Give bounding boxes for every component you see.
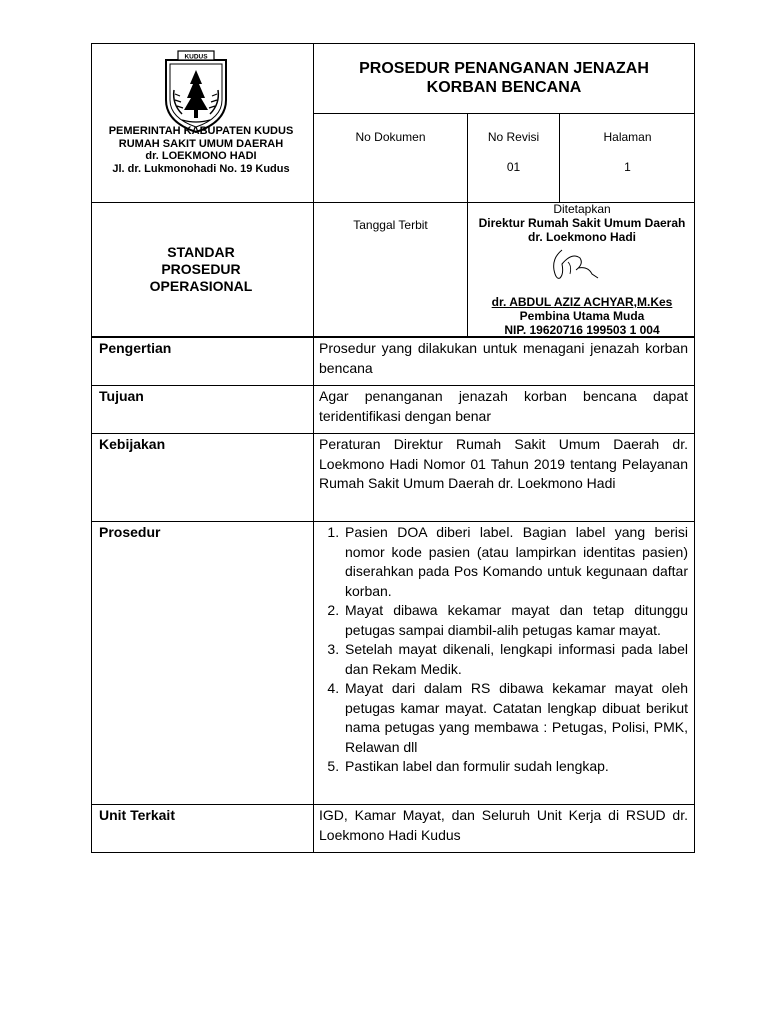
logo-label: KUDUS (184, 53, 208, 61)
document-title (313, 59, 695, 97)
halaman-label: Halaman (603, 130, 652, 144)
table-row (92, 434, 695, 522)
row-label-unit-terkait: Unit Terkait (92, 805, 314, 853)
procedure-step: 3. Setelah mayat dikenali, lengkapi informasi pada label dan Rekam Medik. (343, 640, 688, 679)
table-row (92, 522, 695, 805)
document-header (91, 43, 695, 337)
row-label-prosedur: Prosedur (92, 522, 314, 805)
procedure-step: 5. Pastikan label dan formulir sudah lengkap. (343, 757, 688, 777)
title-line: PROSEDUR PENANGANAN JENAZAH (359, 60, 649, 77)
tanggal-terbit-label: Tanggal Terbit (353, 218, 428, 232)
ditetapkan-label: Ditetapkan (553, 202, 611, 216)
procedure-table (91, 337, 695, 853)
row-label-kebijakan: Kebijakan (92, 434, 314, 522)
no-dokumen-label: No Dokumen (355, 130, 426, 144)
sop-title-line: PROSEDUR (161, 261, 241, 277)
table-row (92, 338, 695, 386)
row-value-unit-terkait: IGD, Kamar Mayat, dan Seluruh Unit Kerja di RSUD dr. Loekmono Hadi Kudus (314, 805, 695, 853)
row-label-tujuan: Tujuan (92, 386, 314, 434)
no-revisi-label: No Revisi (487, 130, 540, 144)
row-label-pengertian: Pengertian (92, 338, 314, 386)
row-value-pengertian: Prosedur yang dilakukan untuk menagani jenazah korban bencana (314, 338, 695, 386)
org-line: RUMAH SAKIT UMUM DAERAH (118, 137, 284, 150)
header-divider (313, 113, 695, 114)
procedure-step: 4. Mayat dari dalam RS dibawa kekamar mayat oleh petugas kamar mayat. Catatan lengkap dibuat berikut nama petugas yang membawa : Petugas, Polisi, PMK, Relawan dll (343, 679, 688, 757)
sop-title (96, 244, 306, 295)
approver-hospital: dr. Loekmono Hadi (527, 230, 636, 244)
procedure-step: 1. Pasien DOA diberi label. Bagian label yang berisi nomor kode pasien (atau lampirkan identitas pasien) diserahkan pada Pos Komando untuk kegunaan daftar korban. (343, 523, 688, 601)
procedure-step: 2. Mayat dibawa kekamar mayat dan tetap ditunggu petugas sampai diambil-alih petugas kamar mayat. (343, 601, 688, 640)
row-value-tujuan: Agar penanganan jenazah korban bencana dapat teridentifikasi dengan benar (314, 386, 695, 434)
procedure-steps (319, 523, 688, 777)
sop-title-line: OPERASIONAL (149, 278, 253, 294)
header-divider (559, 113, 560, 203)
org-line: Jl. dr. Lukmonohadi No. 19 Kudus (112, 162, 290, 175)
halaman-value: 1 (624, 160, 631, 174)
signer-rank: Pembina Utama Muda (519, 309, 645, 323)
row-value-prosedur (314, 522, 695, 805)
signer-nip: NIP. 19620716 199503 1 004 (504, 323, 660, 337)
table-row (92, 805, 695, 853)
row-value-kebijakan: Peraturan Direktur Rumah Sakit Umum Daerah dr. Loekmono Hadi Nomor 01 Tahun 2019 tentang Pelayanan Rumah Sakit Umum Daerah dr. Loekmono Hadi (314, 434, 695, 522)
approver-title: Direktur Rumah Sakit Umum Daerah (478, 216, 686, 230)
approval-block (468, 202, 696, 244)
sop-title-line: STANDAR (167, 244, 235, 260)
title-line: KORBAN BENCANA (426, 79, 582, 96)
org-line: dr. LOEKMONO HADI (145, 150, 257, 162)
signature (542, 244, 604, 284)
signer-block (468, 295, 696, 337)
org-line: PEMERINTAH KABUPATEN KUDUS (108, 125, 294, 137)
table-row (92, 386, 695, 434)
organization-address (96, 125, 306, 175)
no-revisi-value: 01 (506, 160, 521, 174)
kudus-regency-logo (160, 50, 232, 134)
signer-name: dr. ABDUL AZIZ ACHYAR,M.Kes (491, 295, 673, 309)
